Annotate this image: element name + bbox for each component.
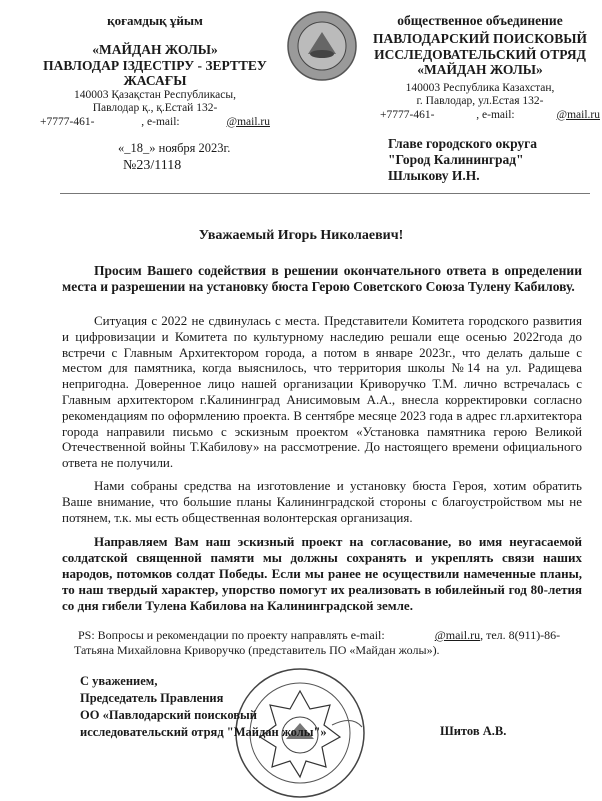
org-name-kz-2: ПАВЛОДАР ІЗДЕСТІРУ - ЗЕРТТЕУ [43,57,267,73]
email-link-ru[interactable]: @mail.ru [556,108,600,121]
org-name-ru-1: ПАВЛОДАРСКИЙ ПОИСКОВЫЙ [373,31,587,46]
recipient [388,136,537,184]
ps-email-link[interactable]: @mail.ru [434,628,481,642]
contacts-ru [360,109,600,123]
letterhead-russian [360,14,600,122]
org-name-kz-3: ЖАСАҒЫ [123,73,187,88]
letterhead-kazakh [40,14,270,129]
body-paragraph: Ситуация с 2022 не сдвинулась с места. Представители Комитета городского развития и цифровизации и Комитета по культурному наследию решали еще осенью 2022года до встречи с Главным Архитектором города, а потом в январе 2023г., что делать дальше с местом для памятника, когда выяснилось, что территория школы №14 на ул. Радищева непригодна. Доверенное лицо нашей организации Криворучко Т.М. лично встречалась с Главным архитектором г.Калининград Анисимовым А.А., внесла корректировки согласно рекомендациям по оформлению проекта. В сентябре месяце 2023 года в адрес гл.архитектора города направили письмо с эскизным проектом «Установка памятника герою Великой Отечественной войны Т.Кабилову» на рассмотрение. До настоящего времени официального ответа не получили. [62,313,582,471]
ps-phone: , тел. 8(911)-86- [480,628,561,642]
phone-kz: +7777-461- [40,115,95,128]
address-kz-2: Павлодар қ., қ.Естай 132- [92,102,218,114]
header-divider [60,193,590,194]
ps-text: PS: Вопросы и рекомендации по проекту направлять e-mail: [78,628,385,642]
ps-line-1 [78,628,590,643]
org-name-kz: «МАЙДАН ЖОЛЫ» [92,42,218,57]
signer-name: Шитов А.В. [440,724,507,738]
recipient-line: "Город Калининград" [388,152,524,167]
email-label-kz: , e-mail: [141,115,180,128]
org-type-ru: общественное объединение [397,13,563,28]
org-type-kz: қоғамдық ұйым [107,13,203,28]
address-ru-2: г. Павлодар, ул.Естая 132- [416,95,544,107]
signature-line: С уважением, [80,674,158,688]
bold-paragraph: Направляем Вам наш эскизный проект на согласование, во имя неугасаемой солдатской священной памяти мы должны сохранять и укреплять связи наших народов, потомков солдат Победы. Если мы ранее не осуществили намеченные планы, то наш твердый характер, упорство помогут их реализовать в юбилейный год 80-летия со дня гибели Тулена Кабилова на Калининградской земле. [62,534,582,613]
postscript [74,628,590,658]
signature-line: Председатель Правления [80,691,224,705]
request-text: Просим Вашего содействия в решении окончательного ответа в определении места и разрешении на установку бюста Герою Советского Союза Тулену Кабилову. [62,263,582,294]
address-ru-1: 140003 Республика Казахстан, [405,81,555,94]
org-name-ru-3: «МАЙДАН ЖОЛЫ» [417,62,543,77]
ps-line-2: Татьяна Михайловна Криворучко (представитель ПО «Майдан жолы»). [74,643,440,657]
phone-ru: +7777-461- [380,108,435,121]
contacts-kz [40,116,270,130]
letter-body [62,313,582,613]
letter-number: №23/1118 [123,158,182,173]
letter-date: «_18_» ноября 2023г. [118,141,231,155]
recipient-line: Шлыкову И.Н. [388,168,480,183]
address-kz-1: 140003 Қазақстан Республикасы, [74,88,236,101]
request-paragraph [62,263,582,295]
signature-line: исследовательский отряд "Майдан жолы"» [80,725,327,739]
email-label-ru: , e-mail: [476,108,515,121]
signature-block [80,673,327,741]
body-paragraph: Нами собраны средства на изготовление и установку бюста Героя, хотим обратить Ваше внимание, что большие планы Калининградской стороны с благоустройством мы не потянем, т.к. мы есть общественная волонтерская организация. [62,477,582,525]
greeting: Уважаемый Игорь Николаевич! [198,228,404,243]
email-link-kz[interactable]: @mail.ru [226,115,270,128]
signature-line: ОО «Павлодарский поисковый [80,708,257,722]
organization-logo [286,10,358,82]
org-name-ru-2: ИССЛЕДОВАТЕЛЬСКИЙ ОТРЯД [374,46,586,62]
recipient-line: Главе городского округа [388,136,538,151]
